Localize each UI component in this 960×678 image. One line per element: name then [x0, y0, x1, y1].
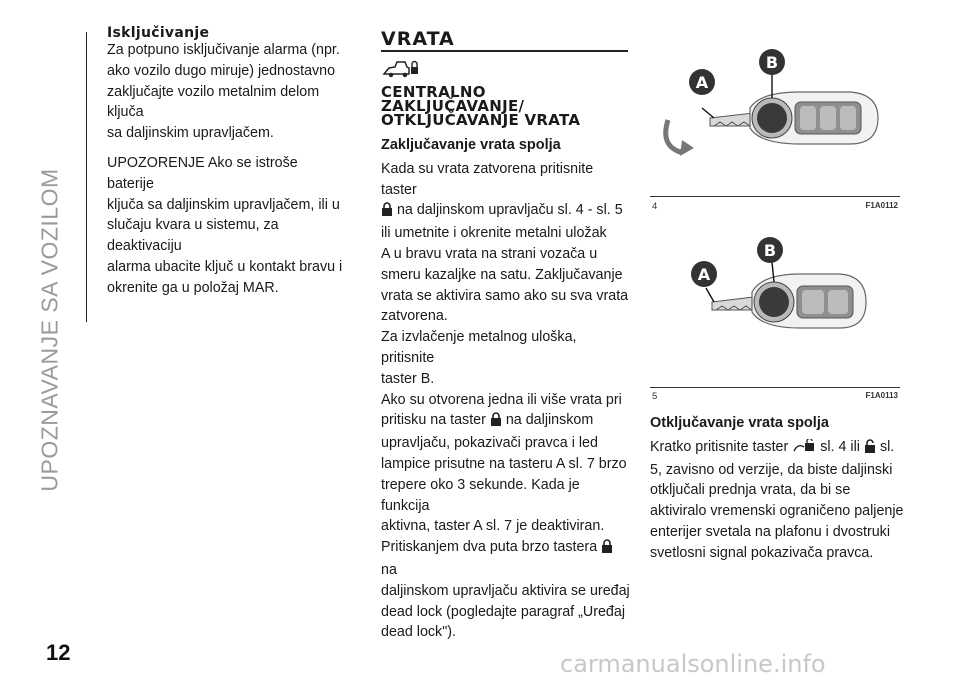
key-illustration-5 [650, 232, 900, 392]
body-line: Ako su otvorena jedna ili više vrata pri [381, 391, 622, 408]
body-line: upravljaču, pokazivači pravca i led [381, 435, 598, 452]
body-line: otključali prednja vrata, da bi se [650, 482, 851, 499]
sidebar-rule [86, 32, 87, 322]
body-line: zatvorena. [381, 308, 448, 325]
column-2 [381, 30, 631, 643]
column-1 [107, 26, 347, 299]
callout-a: A [695, 73, 709, 92]
section-title-vrata: VRATA [381, 28, 455, 50]
body-line: enterijer svetala na plafonu i dvostruki [650, 523, 891, 540]
heading-iskljucivanje: Isključivanje [107, 25, 210, 41]
body-line: lampice prisutne na tasteru A sl. 7 brzo [381, 455, 627, 472]
body-line: vrata se aktivira samo ako su sva vrata [381, 287, 629, 304]
sub-heading-lock: Zaključavanje vrata spolja [381, 137, 561, 153]
figure-code: F1A0112 [865, 201, 898, 210]
lock-icon [601, 539, 613, 560]
figure-rule [650, 387, 900, 388]
callout-b: B [765, 53, 779, 72]
para-2-line: okrenite ga u položaj MAR. [107, 279, 279, 296]
para-1-line: zaključajte vozilo metalnim delom ključa [107, 83, 320, 121]
body-line: trepere oko 3 sekunde. Kada je funkcija [381, 476, 580, 514]
figure-number: 5 [652, 391, 658, 402]
body-line: Kada su vrata zatvorena pritisnite taster [381, 160, 594, 198]
page-number: 12 [46, 640, 71, 665]
body-line: dead lock"). [381, 624, 457, 641]
unlock-key-icon [792, 439, 816, 460]
body-line: smeru kazaljke na satu. Zaključavanje [381, 266, 623, 283]
section-rule [381, 50, 628, 52]
body-line: svetlosni signal pokazivača pravca. [650, 544, 874, 561]
column-3 [650, 413, 905, 564]
figure-5 [650, 232, 900, 407]
body-line: Za izvlačenje metalnog uloška, pritisnite [381, 329, 577, 366]
lock-icon [490, 412, 502, 433]
figure-rule [650, 196, 900, 197]
para-2-line: ključa sa daljinskim upravljačem, ili u [107, 196, 340, 213]
heading-line: OTKLJUČAVANJE VRATA [381, 111, 581, 129]
lock-icon [381, 202, 393, 223]
body-line: na daljinskom upravljaču sl. 4 - sl. 5 [381, 200, 631, 223]
sidebar-title-text: UPOZNAVANJE SA VOZILOM [36, 168, 63, 492]
body-line: taster B. [381, 370, 435, 387]
heading-line: CENTRALNO [381, 83, 486, 101]
body-line: aktiviralo vremenski ograničeno paljenje [650, 503, 904, 520]
sub-heading-unlock: Otključavanje vrata spolja [650, 415, 829, 431]
heading-line: ZAKLJUČAVANJE/ [381, 97, 525, 115]
watermark: carmanualsonline.info [560, 650, 826, 678]
para-2-line: UPOZORENJE Ako se istroše baterije [107, 154, 298, 192]
para-1-line: ako vozilo dugo miruje) jednostavno [107, 62, 336, 79]
figure-code: F1A0113 [865, 391, 898, 400]
body-line: 5, zavisno od verzije, da biste daljinski [650, 461, 893, 478]
body-line: A u bravu vrata na strani vozača u [381, 245, 598, 262]
para-1-line: Za potpuno isključivanje alarma (npr. [107, 42, 340, 58]
callout-b: B [763, 241, 777, 260]
figure-number: 4 [652, 201, 658, 212]
body-line: aktivna, taster A sl. 7 je deaktiviran. [381, 518, 605, 535]
body-line: Kratko pritisnite taster sl. 4 ili sl. [650, 437, 905, 460]
para-1-line: sa daljinskim upravljačem. [107, 125, 274, 142]
body-line: ili umetnite i okrenite metalni uložak [381, 225, 607, 242]
body-line: Pritiskanjem dva puta brzo tastera na [381, 537, 631, 581]
body-line: pritisku na taster na daljinskom [381, 410, 631, 433]
callout-a: A [697, 265, 711, 284]
body-line: dead lock (pogledajte paragraf „Uređaj [381, 603, 625, 620]
car-lock-icon [381, 58, 631, 80]
body-line: daljinskom upravljaču aktivira se uređaj [381, 582, 630, 599]
unlock-icon [864, 439, 876, 460]
figure-4 [650, 40, 900, 215]
para-2-line: slučaju kvara u sistemu, za deaktivaciju [107, 217, 279, 255]
key-illustration-4 [650, 40, 900, 200]
para-2-line: alarma ubacite ključ u kontakt bravu i [107, 258, 343, 275]
